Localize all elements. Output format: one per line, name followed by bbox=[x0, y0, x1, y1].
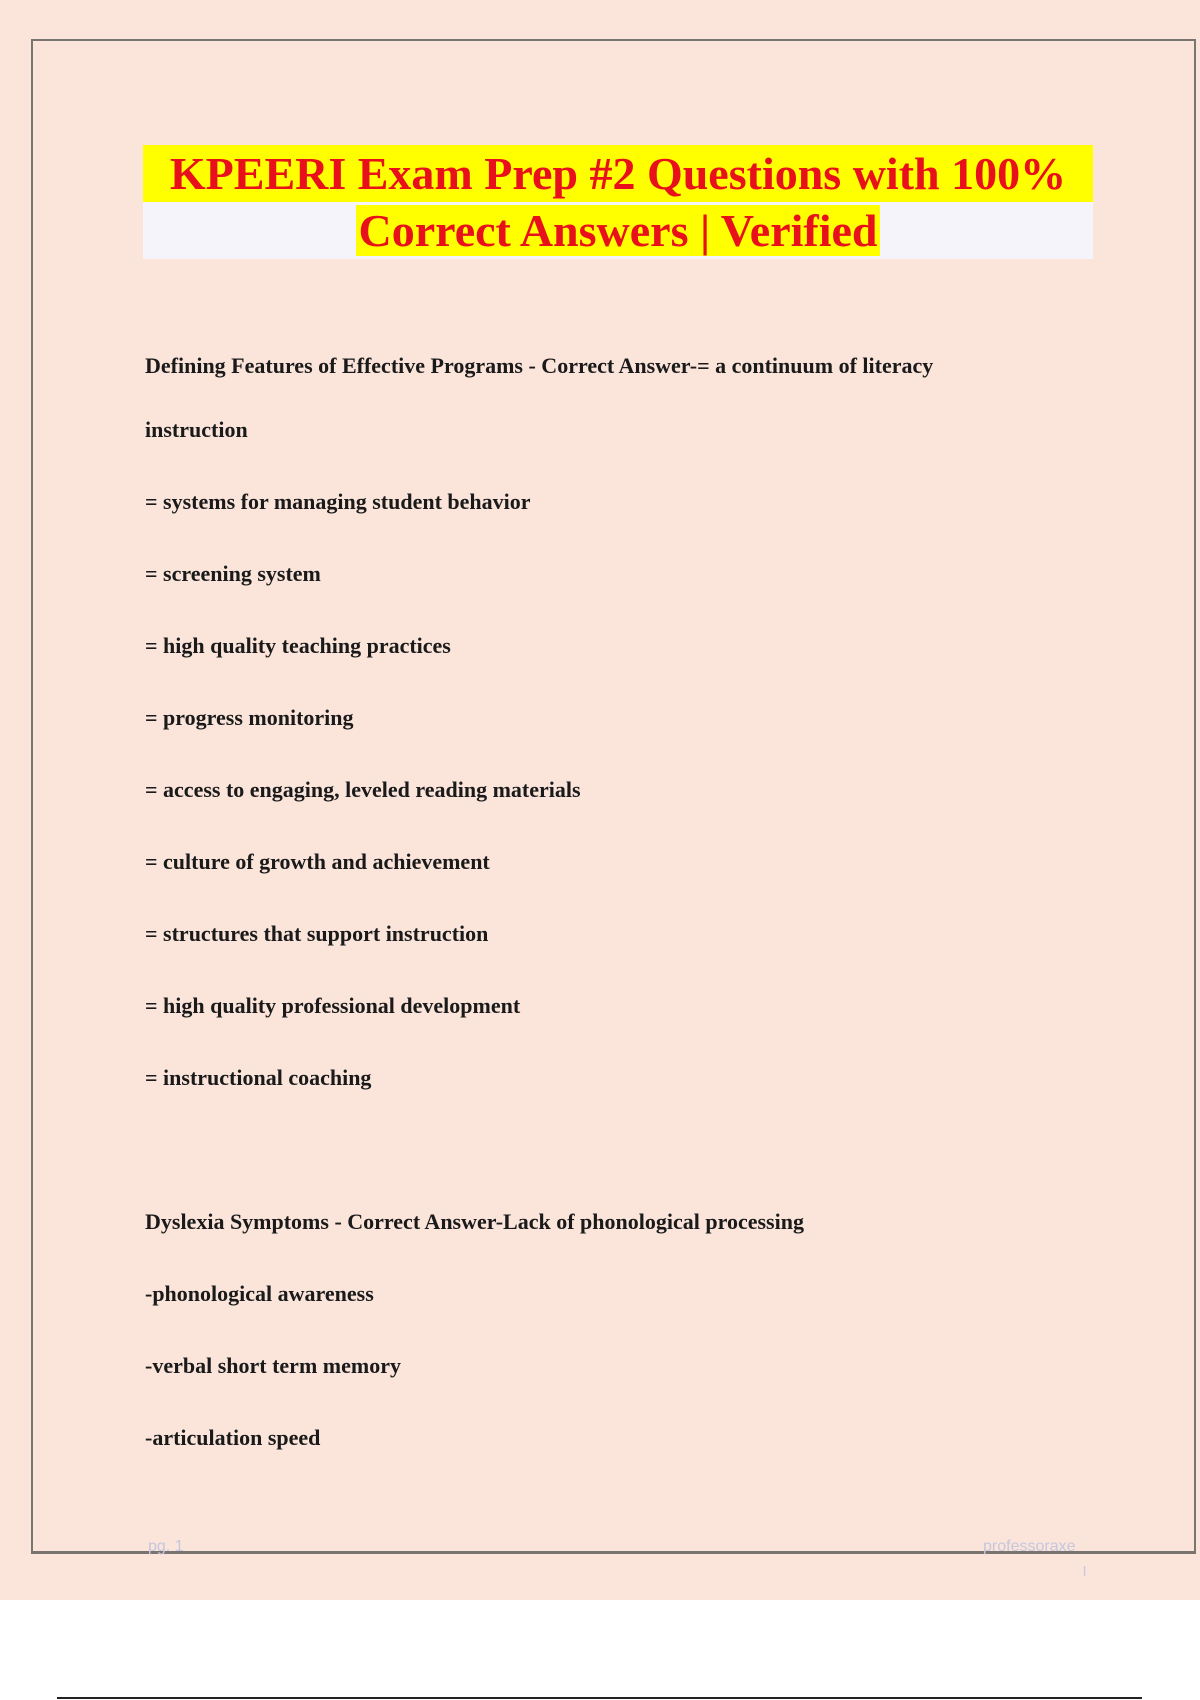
document-body bbox=[145, 338, 1085, 1474]
answer-line: = high quality teaching practices bbox=[145, 633, 451, 658]
answer-line: -phonological awareness bbox=[145, 1281, 374, 1306]
answer-line: instruction bbox=[145, 417, 248, 442]
footer-author: professoraxe bbox=[983, 1538, 1076, 1555]
title-line-2-text: Correct Answers | Verified bbox=[358, 205, 878, 256]
title-line-1: KPEERI Exam Prep #2 Questions with 100% bbox=[143, 145, 1093, 202]
answer-line: = high quality professional development bbox=[145, 993, 521, 1018]
answer-line: = culture of growth and achievement bbox=[145, 849, 490, 874]
answer-line: -verbal short term memory bbox=[145, 1353, 401, 1378]
answer-line: = progress monitoring bbox=[145, 705, 354, 730]
document-title bbox=[143, 145, 1093, 259]
answer-line: = structures that support instruction bbox=[145, 921, 489, 946]
answer-line: = access to engaging, leveled reading materials bbox=[145, 777, 581, 802]
footer-mark: l bbox=[1083, 1563, 1087, 1579]
answer-line: = systems for managing student behavior bbox=[145, 489, 531, 514]
bottom-divider bbox=[57, 1697, 1142, 1699]
question-2-line: Dyslexia Symptoms - Correct Answer-Lack of phonological processing bbox=[145, 1209, 804, 1234]
title-line-2 bbox=[143, 202, 1093, 259]
footer-page-number: pg. 1 bbox=[148, 1538, 184, 1555]
answer-line: -articulation speed bbox=[145, 1425, 321, 1450]
answer-line: = screening system bbox=[145, 561, 321, 586]
section-gap bbox=[145, 1114, 1085, 1186]
answer-line: = instructional coaching bbox=[145, 1065, 372, 1090]
question-1-line: Defining Features of Effective Programs - Correct Answer-= a continuum of literacy bbox=[145, 353, 934, 378]
